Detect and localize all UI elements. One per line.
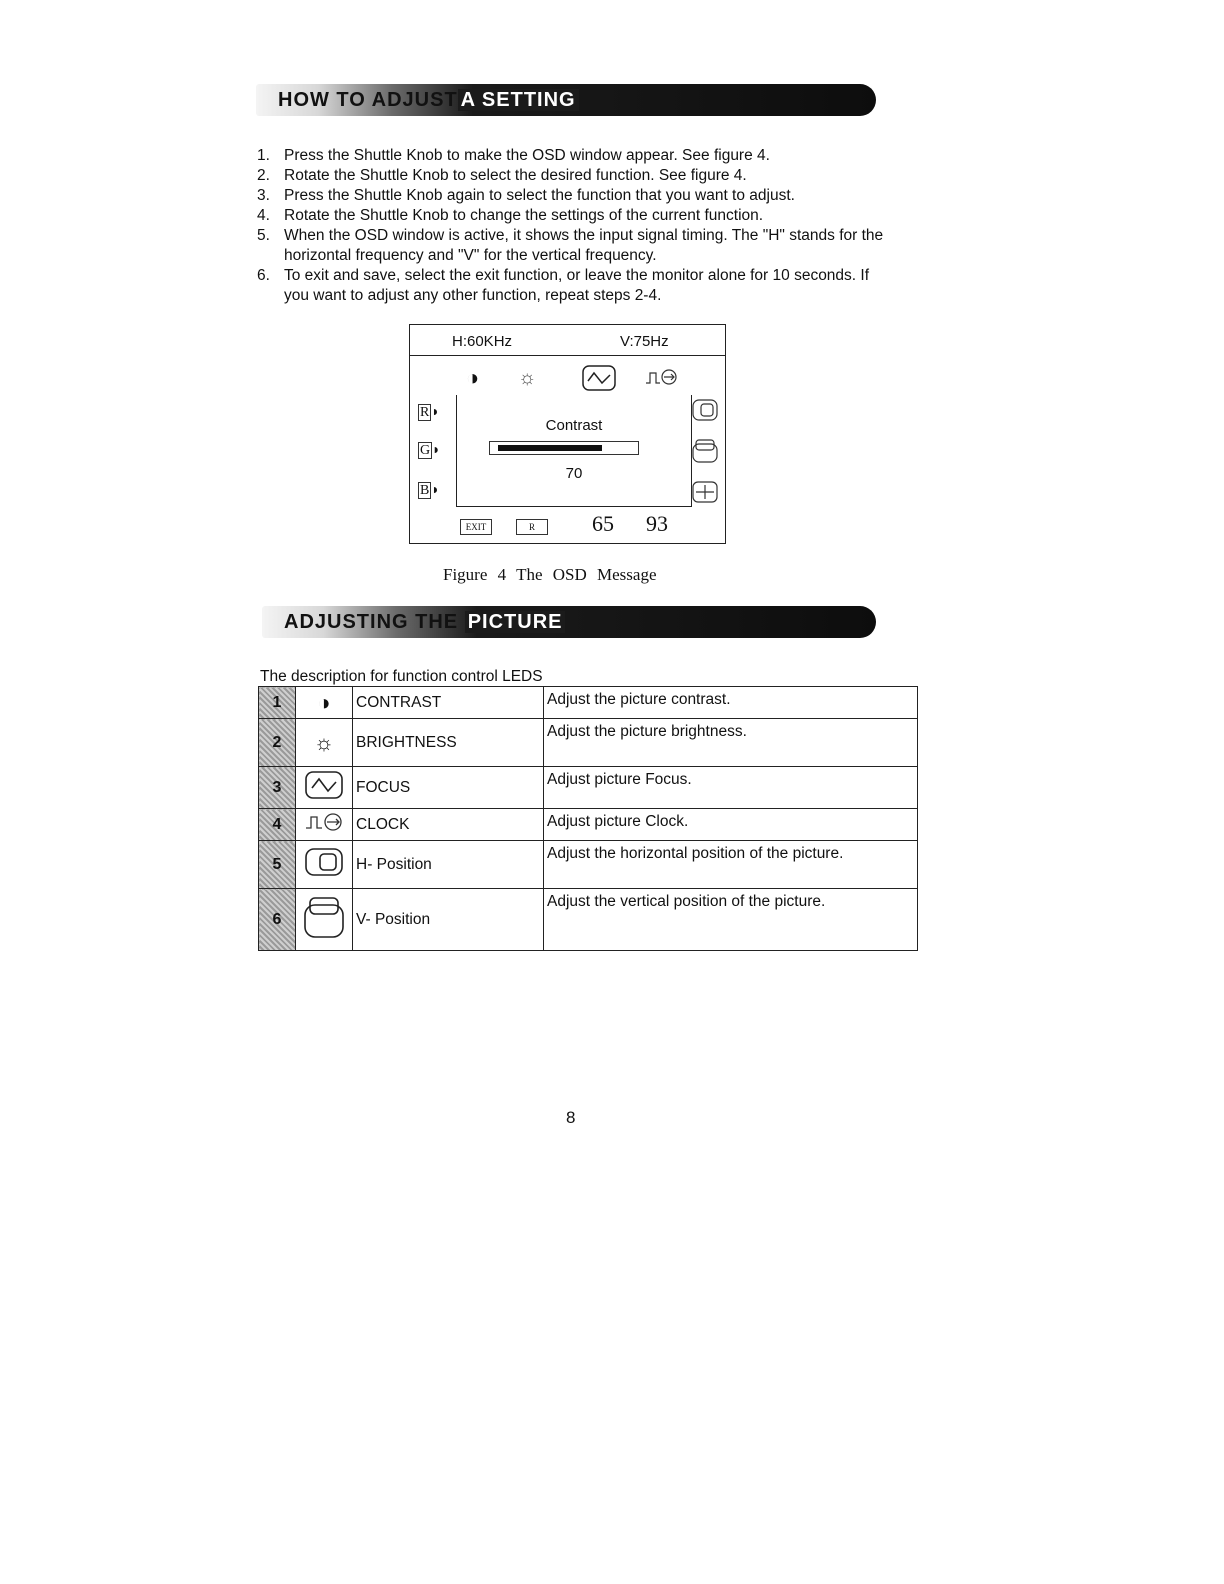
led-description: Adjust the vertical position of the picture. [544,889,918,951]
page-number: 8 [566,1108,576,1127]
h-position-icon [692,399,718,425]
table-row [259,809,918,841]
clock-icon [296,809,353,841]
contrast-icon: ◑ [466,365,480,390]
green-gain-icon: G ◗ [420,443,441,458]
table-intro: The description for function control LEDS [260,668,543,685]
v-position-icon [296,889,353,951]
h-frequency: H:60KHz [452,333,513,350]
contrast-icon: ◑ [296,687,353,719]
section-title [278,89,579,112]
led-name: BRIGHTNESS [353,719,544,767]
recall-icon: R [516,519,548,535]
table-row [259,841,918,889]
list-item: 2. Rotate the Shuttle Knob to select the desired function. See figure 4. [257,167,747,184]
focus-icon [296,767,353,809]
led-description: Adjust the picture contrast. [544,687,918,719]
led-name: V- Position [353,889,544,951]
focus-icon [582,365,616,395]
table-row [259,889,918,951]
led-description: Adjust picture Focus. [544,767,918,809]
brightness-icon: ☼ [296,719,353,767]
section-banner-adjusting-picture [262,606,876,638]
osd-level-fill [498,445,602,451]
exit-icon: EXIT [460,519,492,535]
section-title-dark: PICTURE [465,611,566,633]
section-title-dark: A SETTING [458,89,579,111]
v-frequency: V:75Hz [620,333,669,350]
led-name: CONTRAST [353,687,544,719]
size-icon [692,481,718,507]
h-position-icon [296,841,353,889]
section-banner-how-to-adjust [256,84,876,116]
led-number: 2 [259,719,296,767]
led-description: Adjust the picture brightness. [544,719,918,767]
osd-bottom-value-2: 93 [646,511,668,536]
osd-header [410,325,725,356]
led-number: 3 [259,767,296,809]
led-description: Adjust picture Clock. [544,809,918,841]
led-number: 1 [259,687,296,719]
table-row [259,687,918,719]
led-function-table [258,686,918,951]
v-position-icon [692,439,718,467]
brightness-icon: ☼ [518,367,537,389]
led-description: Adjust the horizontal position of the picture. [544,841,918,889]
section-title-light: ADJUSTING THE [284,611,465,633]
list-item: 6. To exit and save, select the exit function, or leave the monitor alone for 10 seconds. If you want to adjust any other function, repeat steps 2-4. [257,267,870,304]
osd-bottom-value-1: 65 [592,511,614,536]
list-item: 3. Press the Shuttle Knob again to select the function that you want to adjust. [257,187,795,204]
section-title [284,611,565,634]
figure-caption: Figure 4 The OSD Message [443,565,657,584]
list-item: 1. Press the Shuttle Knob to make the OSD window appear. See figure 4. [257,147,770,164]
led-name: FOCUS [353,767,544,809]
led-number: 4 [259,809,296,841]
clock-icon [644,365,678,393]
red-gain-icon: R ◗ [420,405,440,420]
section-title-light: HOW TO ADJUST [278,89,458,111]
table-row [259,767,918,809]
blue-gain-icon: B ◗ [420,483,440,498]
osd-function-label: Contrast [545,417,603,434]
osd-level-bar [489,441,639,455]
osd-adjust-panel [456,395,692,507]
list-item: 4. Rotate the Shuttle Knob to change the settings of the current function. [257,207,764,224]
osd-level-value: 70 [565,465,583,482]
table-row [259,719,918,767]
led-name: H- Position [353,841,544,889]
led-name: CLOCK [353,809,544,841]
led-number: 6 [259,889,296,951]
osd-window-figure [409,324,726,544]
list-item: 5. When the OSD window is active, it shows the input signal timing. The "H" stands for the horizontal frequency and "V" for the vertical frequency. [257,227,884,264]
led-number: 5 [259,841,296,889]
steps-list [257,146,887,306]
